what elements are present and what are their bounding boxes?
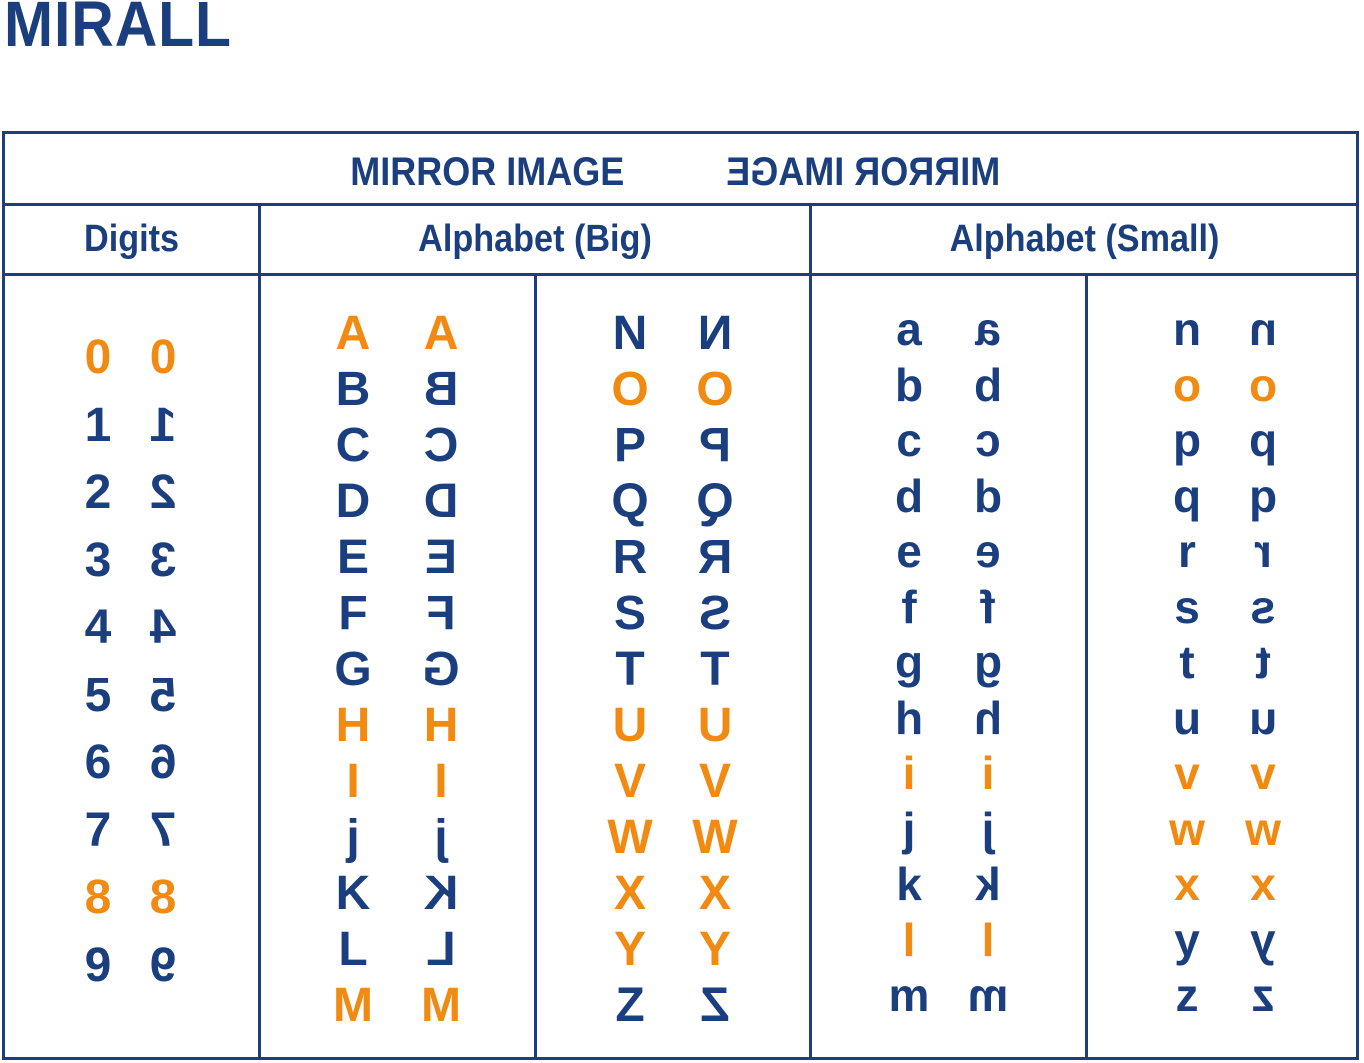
small-right-normal-glyph: u (1172, 691, 1202, 744)
small-left-normal-glyph: l (902, 913, 916, 966)
big-left-mirror-glyph: H (423, 699, 459, 752)
small-left-mirror-glyph: m (967, 969, 1009, 1021)
small-left-mirror-glyph: f (980, 580, 996, 633)
big-left-mirror-glyph: M (421, 979, 461, 1032)
digits-normal-glyph: 8 (84, 871, 112, 924)
big-left-mirror-glyph: K (423, 867, 459, 920)
small-left-normal-glyph: a (896, 303, 922, 355)
digits-mirror-glyph: 9 (149, 938, 177, 992)
big-left-normal-glyph: D (335, 475, 371, 528)
column-divider-big (809, 204, 812, 1057)
big-left-mirror-glyph: E (425, 531, 458, 584)
big-left-mirror-glyph: G (422, 643, 460, 696)
small-left-normal-glyph: h (894, 691, 924, 744)
big-right-normal-glyph: Y (613, 923, 646, 976)
small-right-mirror-glyph: o (1248, 358, 1278, 411)
small-right-mirror-glyph: v (1250, 747, 1276, 799)
big-right-mirror-glyph: N (697, 307, 733, 360)
small-left-normal-glyph: d (894, 469, 924, 522)
small-right-mirror-glyph: w (1245, 802, 1281, 855)
big-left-normal-glyph: H (335, 699, 371, 752)
small-left-mirror-glyph: e (975, 525, 1001, 577)
digits-normal-glyph: 9 (84, 938, 112, 992)
small-right-normal-glyph: w (1169, 802, 1205, 855)
big-right-mirror-glyph: P (699, 419, 732, 472)
digits-normal-glyph: 5 (84, 668, 112, 722)
column-divider-small-split (1085, 274, 1088, 1057)
big-left-normal-glyph: E (336, 531, 369, 584)
small-right-normal-glyph: q (1172, 469, 1202, 522)
small-right-normal-glyph: v (1174, 747, 1200, 799)
big-left-mirror-glyph: j (434, 811, 448, 864)
small-left-normal-glyph: g (894, 636, 924, 688)
small-right-normal-glyph: z (1175, 969, 1199, 1021)
small-right-normal-glyph: r (1178, 525, 1196, 577)
header-mirror-image: MIRROR IMAGE (350, 150, 625, 194)
column-header-alphabet-big: Alphabet (Big) (418, 218, 652, 260)
small-right-mirror-glyph: q (1248, 469, 1278, 522)
small-right-normal-glyph: s (1174, 580, 1200, 633)
big-left-mirror-glyph: C (423, 419, 459, 472)
small-left-mirror-glyph: h (973, 691, 1003, 744)
small-left-normal-glyph: f (901, 580, 917, 633)
big-left-mirror-glyph: L (426, 923, 456, 976)
digits-normal-glyph: 0 (84, 331, 112, 384)
big-right-mirror-glyph: V (699, 755, 732, 808)
big-left-mirror-glyph: D (423, 475, 459, 528)
small-right-normal-glyph: y (1174, 913, 1200, 966)
column-header-divider (5, 273, 1356, 276)
digits-normal-glyph: 7 (84, 803, 112, 857)
small-left-mirror-glyph: k (975, 858, 1001, 910)
big-left-normal-glyph: F (338, 587, 368, 640)
small-right-normal-glyph: x (1174, 858, 1200, 910)
column-header-digits: Digits (83, 218, 180, 260)
small-left-mirror-glyph: i (981, 747, 995, 799)
digits-normal-glyph: 3 (84, 533, 112, 587)
big-left-normal-glyph: B (335, 363, 371, 416)
small-left-mirror-glyph: b (973, 358, 1003, 411)
big-left-normal-glyph: C (335, 419, 371, 472)
big-right-normal-glyph: O (611, 363, 649, 416)
digits-normal-glyph: 6 (84, 736, 112, 789)
header-divider (5, 203, 1356, 206)
big-left-normal-glyph: L (338, 923, 368, 976)
big-right-normal-glyph: V (613, 755, 646, 808)
digits-normal-glyph: 4 (84, 601, 112, 654)
big-right-normal-glyph: U (612, 699, 648, 752)
big-right-normal-glyph: W (607, 811, 653, 864)
big-left-normal-glyph: K (335, 867, 371, 920)
small-left-normal-glyph: c (896, 414, 922, 466)
small-right-normal-glyph: o (1172, 358, 1202, 411)
big-right-mirror-glyph: S (699, 587, 732, 640)
big-right-normal-glyph: Z (615, 979, 645, 1032)
big-left-normal-glyph: j (346, 811, 360, 864)
small-left-normal-glyph: b (894, 358, 924, 411)
small-left-mirror-glyph: c (975, 414, 1001, 466)
small-right-mirror-glyph: p (1248, 414, 1278, 466)
small-right-normal-glyph: t (1179, 636, 1195, 688)
big-right-mirror-glyph: W (692, 811, 738, 864)
small-left-normal-glyph: m (888, 969, 930, 1021)
big-left-normal-glyph: I (346, 755, 360, 808)
digits-mirror-glyph: 8 (149, 871, 177, 924)
header-mirror-image-reversed (726, 150, 1000, 195)
big-right-normal-glyph: P (613, 419, 646, 472)
small-right-mirror-glyph: u (1248, 691, 1278, 744)
small-left-normal-glyph: j (902, 802, 916, 855)
big-right-mirror-glyph: X (699, 867, 732, 920)
digits-mirror-glyph: 4 (149, 601, 177, 654)
small-right-mirror-glyph: x (1250, 858, 1276, 910)
small-right-mirror-glyph: z (1251, 969, 1275, 1021)
big-right-normal-glyph: T (615, 643, 645, 696)
digits-normal-glyph: 1 (84, 398, 112, 452)
small-right-normal-glyph: p (1172, 414, 1202, 466)
big-right-normal-glyph: N (612, 307, 648, 360)
small-left-mirror-glyph: j (981, 802, 995, 855)
small-left-mirror-glyph: g (973, 636, 1003, 688)
big-right-mirror-glyph: Z (700, 979, 730, 1032)
column-header-alphabet-small: Alphabet (Small) (949, 218, 1220, 260)
small-left-mirror-glyph: d (973, 469, 1003, 522)
big-left-mirror-glyph: B (423, 363, 459, 416)
big-right-mirror-glyph: T (700, 643, 730, 696)
small-right-mirror-glyph: r (1254, 525, 1272, 577)
mirrored-header-text: MIRROR IMAGE (726, 150, 1001, 194)
digits-mirror-glyph: 5 (149, 668, 177, 722)
big-left-mirror-glyph: A (423, 307, 459, 360)
big-left-normal-glyph: G (334, 643, 372, 696)
big-right-normal-glyph: R (612, 531, 648, 584)
big-right-mirror-glyph: R (697, 531, 733, 584)
big-right-normal-glyph: Q (611, 475, 649, 528)
column-divider-big-split (534, 274, 537, 1057)
digits-mirror-glyph: 2 (149, 466, 177, 519)
big-right-normal-glyph: S (613, 587, 646, 640)
small-left-normal-glyph: i (902, 747, 916, 799)
small-right-mirror-glyph: t (1255, 636, 1271, 688)
big-right-mirror-glyph: Q (696, 475, 734, 528)
small-right-mirror-glyph: y (1250, 913, 1276, 966)
big-right-mirror-glyph: Y (699, 923, 732, 976)
digits-mirror-glyph: 6 (149, 736, 177, 789)
small-right-normal-glyph: n (1172, 303, 1202, 355)
big-left-normal-glyph: A (335, 307, 371, 360)
digits-mirror-glyph: 7 (149, 803, 177, 857)
big-right-mirror-glyph: U (697, 699, 733, 752)
page-title: MIRALL (4, 0, 232, 60)
small-left-mirror-glyph: a (975, 303, 1001, 355)
digits-normal-glyph: 2 (84, 466, 112, 519)
big-right-normal-glyph: X (613, 867, 646, 920)
small-left-normal-glyph: e (896, 525, 922, 577)
small-right-mirror-glyph: n (1248, 303, 1278, 355)
digits-mirror-glyph: 1 (149, 398, 177, 452)
small-left-mirror-glyph: l (981, 913, 995, 966)
digits-mirror-glyph: 3 (149, 533, 177, 587)
mirror-image-table (2, 131, 1359, 1060)
big-right-mirror-glyph: O (696, 363, 734, 416)
big-left-mirror-glyph: F (426, 587, 456, 640)
big-left-normal-glyph: M (333, 979, 373, 1032)
column-divider-digits (258, 204, 261, 1057)
digits-mirror-glyph: 0 (149, 331, 177, 384)
small-right-mirror-glyph: s (1250, 580, 1276, 633)
small-left-normal-glyph: k (896, 858, 922, 910)
big-left-mirror-glyph: I (434, 755, 448, 808)
